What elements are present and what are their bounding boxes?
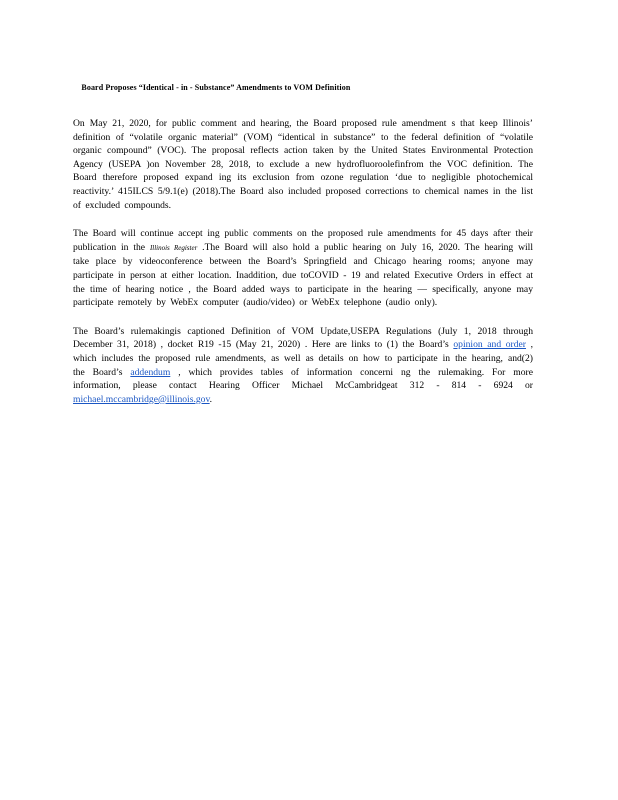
paragraph-links-text-d: . bbox=[209, 393, 213, 405]
document-body bbox=[73, 74, 533, 421]
title-text: Board Proposes “Identical - in - Substance” Amendments to VOM Definition bbox=[81, 83, 351, 92]
paragraph-rulemaking-links bbox=[73, 325, 533, 407]
paragraph-links-text-c: , which provides tables of information concerni ng the rulemaking. For more information, please contact Hearing Officer Michael McCambridgeat 312 - 814 - 6924 or bbox=[73, 366, 533, 392]
journal-name: Illinois Register bbox=[149, 243, 198, 252]
paragraph-comments-hearing bbox=[73, 227, 533, 310]
paragraph-comments-text-b: .The Board will also hold a public hearing on July 16, 2020. The hearing will take place by videoconference between the Board’s Springfield and Chicago hearing rooms; anyone may participate in person at either location. Inaddition, due toCOVID - 19 and related Executive Orders in effect at the time of hearing notice , the Board added ways to participate in the hearing — specifically, anyone may participate remotely by WebEx computer (audio/video) or WebEx telephone (audio only). bbox=[73, 241, 533, 309]
email-link[interactable]: michael.mccambridge@illinois.gov bbox=[73, 393, 210, 405]
paragraph-links-text-b: , which includes the proposed rule amendments, as well as details on how to participate in the hearing, and(2) the Board’s bbox=[73, 339, 533, 378]
addendum-link[interactable]: addendum bbox=[130, 366, 171, 378]
paragraph-proposal-text: On May 21, 2020, for public comment and hearing, the Board proposed rule amendment s that keep Illinois’ definition of “volatile organic material” (VOM) “identical in substance” to the federal definition of “volatile organic compound” (VOC). The proposal reflects action taken by the United States Environmental Protection Agency (USEPA )on November 28, 2018, to exclude a new hydrofluoroolefinfrom the VOC definition. The Board therefore proposed expand ing its exclusion from ozone regulation ‘due to negligible photochemical reactivity.’ 415ILCS 5/9.1(e) (2018).The Board also included proposed corrections to chemical names in the list of excluded compounds. bbox=[73, 118, 533, 211]
document-title bbox=[73, 74, 533, 101]
paragraph-comments-text-a: The Board will continue accept ing public comments on the proposed rule amendments for 45 days after their publication in the bbox=[73, 228, 533, 253]
opinion-and-order-link[interactable]: opinion and order bbox=[453, 339, 526, 351]
paragraph-links-text-a: The Board’s rulemakingis captioned Definition of VOM Update,USEPA Regulations (July 1, 2018 through December 31, 2018) , docket R19 -15 (May 21, 2020) . Here are links to (1) the Board’s bbox=[73, 325, 533, 351]
paragraph-proposal bbox=[73, 117, 533, 212]
